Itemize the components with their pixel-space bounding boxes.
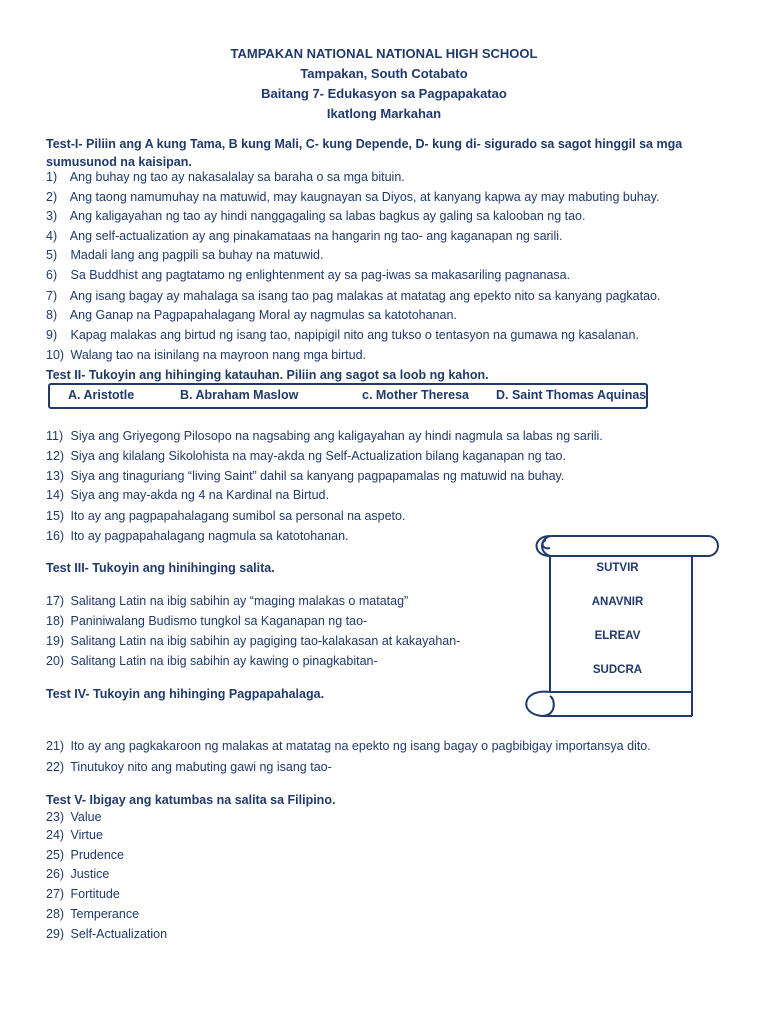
list-item: 25) Prudence — [46, 848, 124, 862]
list-item: 4) Ang self-actualization ay ang pinakamataas na hangarin ng tao- ang kaganapan ng sarili. — [46, 229, 563, 243]
list-item: 12) Siya ang kilalang Sikolohista na may-akda ng Self-Actualization bilang kaganapan ng tao. — [46, 449, 566, 463]
list-item: 27) Fortitude — [46, 887, 120, 901]
list-item: 7) Ang isang bagay ay mahalaga sa isang tao pag malakas at matatag ang epekto nito sa kanyang pagkatao. — [46, 289, 661, 303]
test5-instruction: Test V- Ibigay ang katumbas na salita sa Filipino. — [46, 793, 336, 807]
choice-a: A. Aristotle — [68, 388, 135, 402]
list-item: 29) Self-Actualization — [46, 927, 168, 941]
list-item: 19) Salitang Latin na ibig sabihin ay pagiging tao-kalakasan at kakayahan- — [46, 634, 461, 648]
scroll-word: SUTVIR — [596, 562, 639, 574]
list-item: 13) Siya ang tinaguriang “living Saint” dahil sa kanyang pagpapamalas ng matuwid na buhay. — [46, 469, 565, 483]
list-item: 24) Virtue — [46, 828, 103, 842]
list-item: 18) Paniniwalang Budismo tungkol sa Kaganapan ng tao- — [46, 614, 368, 628]
school-location: Tampakan, South Cotabato — [300, 66, 468, 81]
list-item: 15) Ito ay ang pagpapahalagang sumibol sa personal na aspeto. — [46, 509, 406, 523]
list-item: 2) Ang taong namumuhay na matuwid, may kaugnayan sa Diyos, at kanyang kapwa ay may mabuting buhay. — [46, 190, 660, 204]
list-item: 9) Kapag malakas ang birtud ng isang tao, napipigil nito ang tukso o tentasyon na gumawa ng kasalanan. — [46, 328, 639, 342]
test2-instruction: Test II- Tukoyin ang hihinging katauhan. Piliin ang sagot sa loob ng kahon. — [46, 368, 489, 382]
subject-line: Baitang 7- Edukasyon sa Pagpapakatao — [261, 86, 507, 101]
scroll-words — [540, 562, 695, 698]
list-item: 8) Ang Ganap na Pagpapahalagang Moral ay nagmulas sa katotohanan. — [46, 308, 457, 322]
test3-instruction: Test III- Tukoyin ang hinihinging salita. — [46, 561, 275, 575]
choice-c: c. Mother Theresa — [362, 388, 469, 402]
list-item: 6) Sa Buddhist ang pagtatamo ng enlightenment ay sa pag-iwas sa makasariling pagnanasa. — [46, 268, 571, 282]
list-item: 1) Ang buhay ng tao ay nakasalalay sa baraha o sa mga bituin. — [46, 170, 405, 184]
test4-instruction: Test IV- Tukoyin ang hihinging Pagpapahalaga. — [46, 687, 325, 701]
test1-instruction: Test-I- Piliin ang A kung Tama, B kung Mali, C- kung Depende, D- kung di- sigurado sa sagot hinggil sa mga sumusunod na kaisipan. — [46, 137, 683, 169]
quarter-line: Ikatlong Markahan — [326, 106, 442, 121]
list-item: 21) Ito ay ang pagkakaroon ng malakas at matatag na epekto ng isang bagay o pagbibigay importansya dito. — [46, 739, 651, 753]
choices-box — [48, 383, 648, 409]
list-item: 26) Justice — [46, 867, 110, 881]
list-item: 17) Salitang Latin na ibig sabihin ay “maging malakas o matatag” — [46, 594, 409, 608]
list-item: 5) Madali lang ang pagpili sa buhay na matuwid. — [46, 248, 324, 262]
scroll-word: ELREAV — [594, 630, 641, 642]
choice-d: D. Saint Thomas Aquinas — [496, 388, 647, 402]
choice-b: B. Abraham Maslow — [180, 388, 299, 402]
list-item: 20) Salitang Latin na ibig sabihin ay kawing o pinagkabitan- — [46, 654, 378, 668]
list-item: 28) Temperance — [46, 907, 140, 921]
list-item: 23) Value — [46, 810, 102, 824]
scroll-word: SUDCRA — [592, 664, 643, 676]
school-name: TAMPAKAN NATIONAL NATIONAL HIGH SCHOOL — [230, 46, 538, 61]
document-header — [0, 44, 768, 124]
list-item: 10) Walang tao na isinilang na mayroon nang mga birtud. — [46, 348, 367, 362]
scroll-word: ANAVNIR — [591, 596, 644, 608]
list-item: 3) Ang kaligayahan ng tao ay hindi nanggagaling sa labas bagkus ay galing sa kalooban ng tao. — [46, 209, 586, 223]
list-item: 11) Siya ang Griyegong Pilosopo na nagsabing ang kaligayahan ay hindi nagmula sa labas ng sarili. — [46, 429, 603, 443]
list-item: 16) Ito ay pagpapahalagang nagmula sa katotohanan. — [46, 529, 349, 543]
list-item: 22) Tinutukoy nito ang mabuting gawi ng isang tao- — [46, 760, 332, 774]
list-item: 14) Siya ang may-akda ng 4 na Kardinal na Birtud. — [46, 488, 329, 502]
